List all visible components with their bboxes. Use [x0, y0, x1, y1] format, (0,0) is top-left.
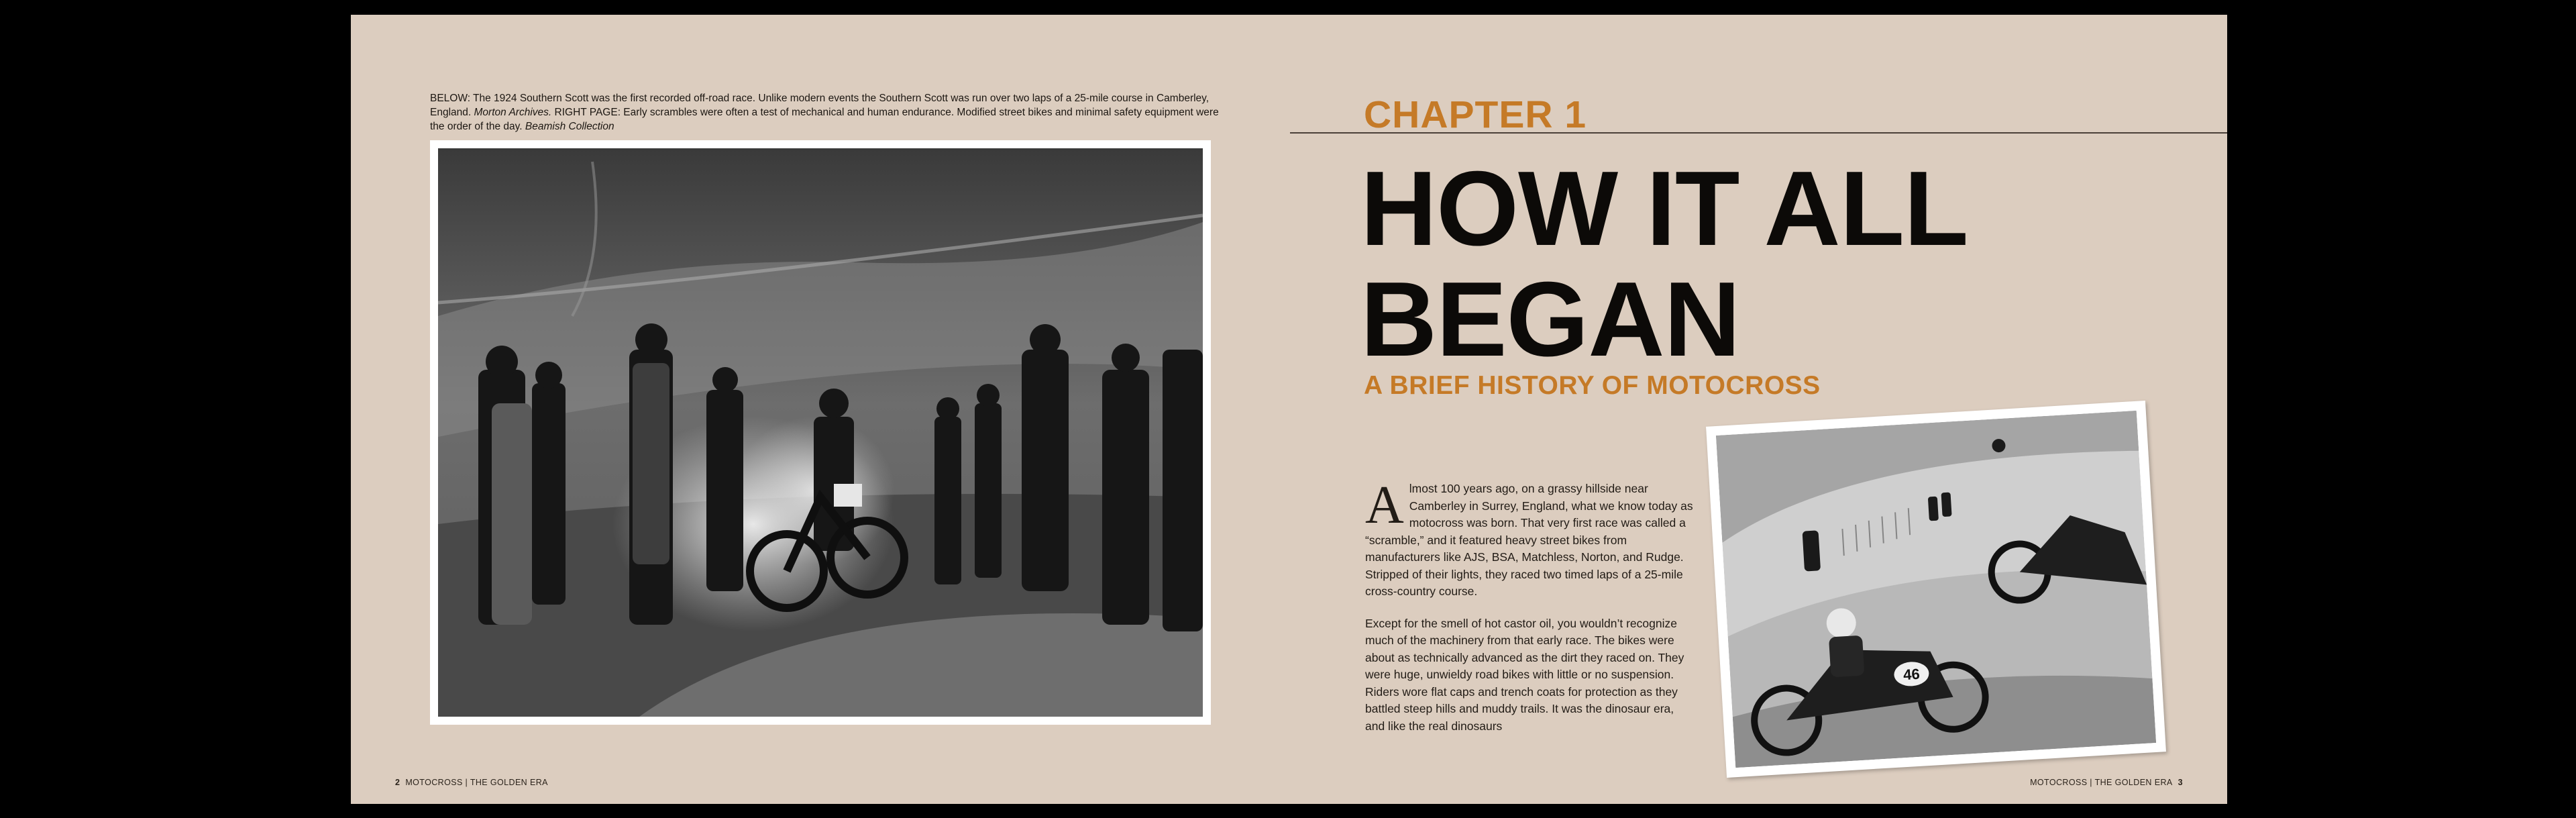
secondary-photo-frame	[1706, 401, 2166, 778]
title-line-1: HOW IT ALL	[1360, 150, 1968, 268]
title-line-2: BEGAN	[1360, 260, 1740, 378]
paragraph-2: Except for the smell of hot castor oil, you wouldn’t recognize much of the machinery from that early race. The bikes were about as technically advanced as the dirt they raced on. They were huge, unwieldy road bikes with little or no suspension. Riders wore flat caps and trench coats for protection as they battled steep hills and muddy trails. It was the dinosaur era, and like the real dinosaurs	[1365, 616, 1684, 733]
race-number: 46	[1902, 665, 1921, 684]
drop-cap: A	[1365, 476, 1404, 535]
folio-left: 2 MOTOCROSS | THE GOLDEN ERA	[395, 778, 548, 787]
chapter-title	[1360, 150, 1968, 378]
folio-right: MOTOCROSS | THE GOLDEN ERA 3	[2030, 778, 2183, 787]
chapter-label: CHAPTER 1	[1364, 93, 1587, 136]
magazine-spread	[351, 15, 2227, 804]
secondary-photo	[1716, 411, 2156, 768]
photo-caption: BELOW: The 1924 Southern Scott was the first recorded off-road race. Unlike modern events the Southern Scott was run over two laps of a 25-mile course in Camberley, England. Morton Archives. RIGHT PAGE: Early scrambles were often a test of mechanical and human endurance. Modified street bikes and minimal safety equipment were the order of the day. Beamish Collection	[430, 93, 1219, 132]
chapter-subtitle: A BRIEF HISTORY OF MOTOCROSS	[1364, 371, 1821, 400]
paragraph-1: Almost 100 years ago, on a grassy hillside near Camberley in Surrey, England, what we know today as motocross was born. That very first race was called a “scramble,” and it featured heavy street bikes from manufacturers like AJS, BSA, Matchless, Norton, and Rudge. Stripped of their lights, they raced two timed laps of a 25-mile cross-country course.	[1365, 476, 1693, 598]
main-photo-frame	[430, 140, 1211, 725]
article-body	[1365, 476, 1696, 750]
main-photo	[438, 148, 1203, 717]
